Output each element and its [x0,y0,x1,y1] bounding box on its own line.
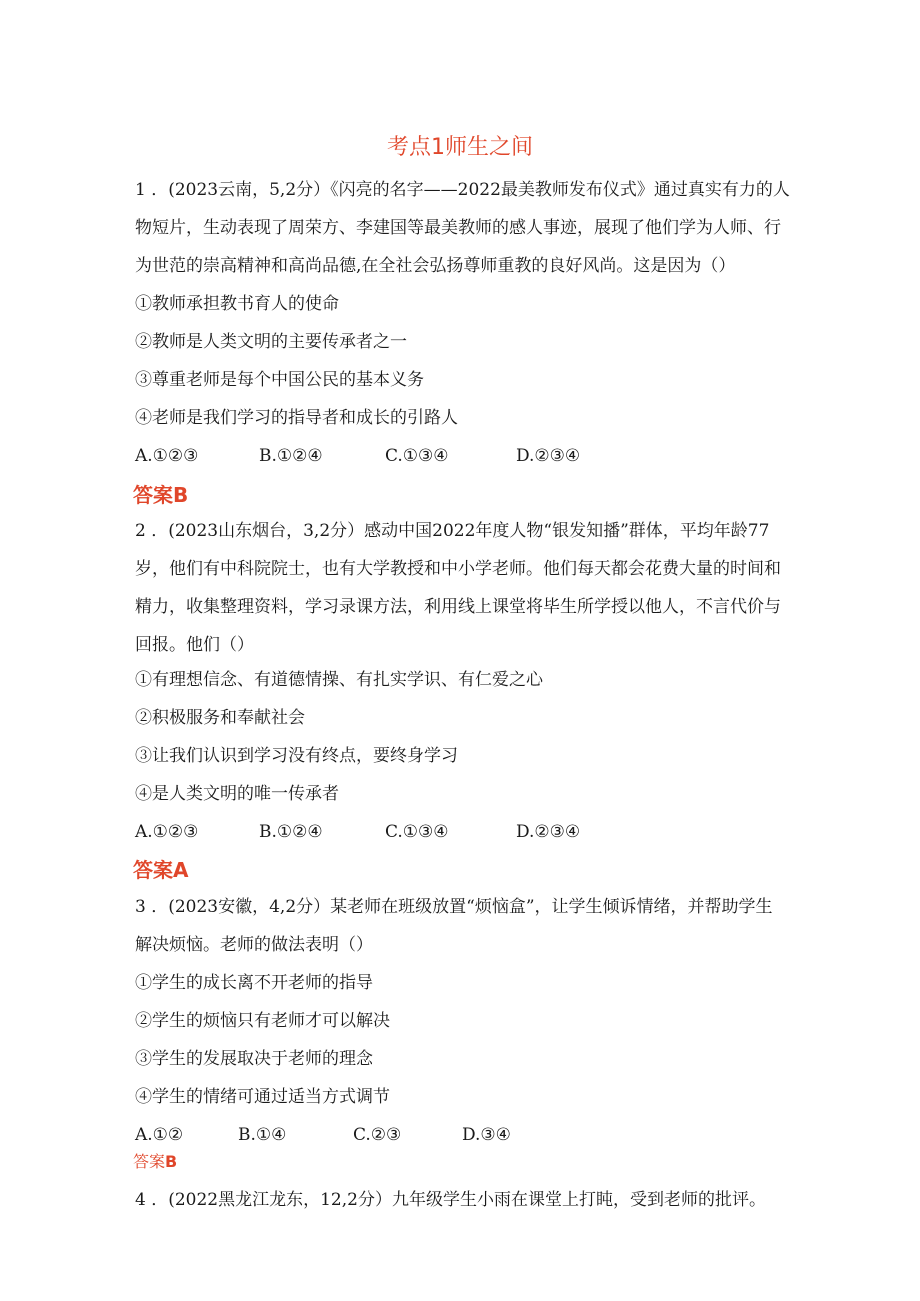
q3-statement-2: ②学生的烦恼只有老师才可以解决 [135,1011,390,1031]
q1-answer-letter: B [173,483,189,507]
q2-stem-line-3: 精力，收集整理资料，学习录课方法，利用线上课堂将毕生所学授以他人，不言代价与 [135,597,781,617]
q1-stem-line-1: 1 ．(2023云南，5,2分）《闪亮的名字——2022最美教师发布仪式》通过真实有力的人 [135,180,790,200]
q1-option-d: D.②③④ [516,446,581,466]
q2-statement-1: ①有理想信念、有道德情操、有扎实学识、有仁爱之心 [135,670,543,690]
q1-statement-1: ①教师承担教书育人的使命 [135,294,339,314]
q3-stem-line-1: 3 ．(2023安徽，4,2分）某老师在班级放置“烦恼盒”，让学生倾诉情绪，并帮助学生 [135,897,773,917]
q2-statement-3: ③让我们认识到学习没有终点，要终身学习 [135,746,458,766]
q2-option-c: C.①③④ [385,822,449,842]
q1-stem-line-3: 为世范的崇高精神和高尚品德,在全社会弘扬尊师重教的良好风尚。这是因为（） [135,256,736,276]
q3-stem-line-2: 解决烦恼。老师的做法表明（） [135,935,373,955]
q2-stem-line-1: 2 ．(2023山东烟台，3,2分）感动中国2022年度人物“银发知播”群体，平均年龄77 [135,521,770,541]
q2-answer-label: 答案 [133,858,173,882]
q1-option-b: B.①②④ [259,446,323,466]
q1-answer-label: 答案 [133,483,173,507]
q1-option-a: A.①②③ [135,446,199,466]
q3-answer-letter: B [165,1152,178,1171]
q1-statement-3: ③尊重老师是每个中国公民的基本义务 [135,370,424,390]
q1-statement-2: ②教师是人类文明的主要传承者之一 [135,332,407,352]
q3-option-d: D.③④ [462,1125,511,1145]
q2-option-a: A.①②③ [135,822,199,842]
q3-answer-label: 答案 [133,1152,166,1171]
q3-statement-1: ①学生的成长离不开老师的指导 [135,973,373,993]
section-title: 考点1师生之间 [387,135,533,160]
q1-stem-line-2: 物短片，生动表现了周荣方、李建国等最美教师的感人事迹，展现了他们学为人师、行 [135,218,781,238]
q2-statement-2: ②积极服务和奉献社会 [135,708,305,728]
q3-statement-3: ③学生的发展取决于老师的理念 [135,1049,373,1069]
q3-option-c: C.②③ [353,1125,402,1145]
q3-option-b: B.①④ [238,1125,287,1145]
q2-answer [133,854,188,883]
q4-stem-line-1: 4 ．(2022黑龙江龙东，12,2分）九年级学生小雨在课堂上打盹，受到老师的批评。 [135,1190,766,1210]
q2-stem-line-2: 岁，他们有中科院院士，也有大学教授和中小学老师。他们每天都会花费大量的时间和 [135,559,781,579]
q1-answer [133,479,188,508]
q1-statement-4: ④老师是我们学习的指导者和成长的引路人 [135,408,458,428]
q3-statement-4: ④学生的情绪可通过适当方式调节 [135,1087,390,1107]
q2-stem-line-4: 回报。他们（） [135,635,254,655]
q2-statement-4: ④是人类文明的唯一传承者 [135,784,339,804]
q1-option-c: C.①③④ [385,446,449,466]
q2-option-b: B.①②④ [259,822,323,842]
q3-answer [133,1149,177,1172]
q2-answer-letter: A [173,858,189,882]
q2-option-d: D.②③④ [516,822,581,842]
q3-option-a: A.①② [135,1125,184,1145]
